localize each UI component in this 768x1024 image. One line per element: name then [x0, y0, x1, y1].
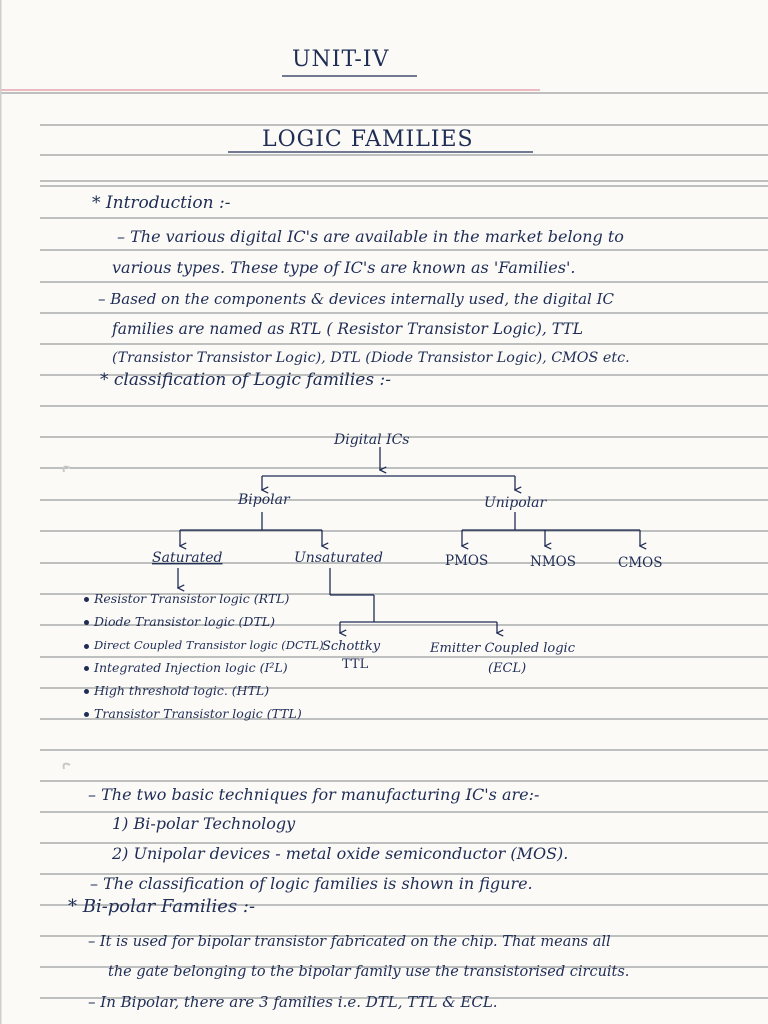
- bipolar-families-line3: – In Bipolar, there are 3 families i.e. DTL, TTL & ECL.: [88, 993, 498, 1011]
- bipolar-families-heading: * Bi-polar Families :-: [68, 896, 256, 917]
- node-unsaturated: Unsaturated: [294, 550, 383, 566]
- techniques-line4: – The classification of logic families is shown in figure.: [90, 874, 533, 893]
- intro-p2-line2: families are named as RTL ( Resistor Transistor Logic), TTL: [112, 320, 584, 338]
- node-ecl-line2: (ECL): [488, 661, 527, 676]
- node-schottky-line2: TTL: [342, 657, 369, 672]
- node-nmos: NMOS: [530, 554, 576, 570]
- techniques-line2: 1) Bi-polar Technology: [112, 814, 296, 833]
- unit-title: UNIT-IV: [292, 47, 390, 72]
- list-item: Transistor Transistor logic (TTL): [84, 704, 324, 726]
- list-item: Direct Coupled Transistor logic (DCTL): [84, 635, 324, 657]
- saturated-list: [84, 589, 324, 727]
- bipolar-families-line1: – It is used for bipolar transistor fabricated on the chip. That means all: [88, 934, 611, 950]
- node-unipolar: Unipolar: [484, 495, 547, 511]
- node-bipolar: Bipolar: [238, 492, 290, 508]
- node-schottky-line1: Schottky: [322, 639, 381, 654]
- list-item: Integrated Injection logic (I²L): [84, 658, 324, 680]
- main-title: LOGIC FAMILIES: [262, 127, 474, 152]
- techniques-line1: – The two basic techniques for manufacturing IC's are:-: [88, 785, 540, 804]
- node-saturated: Saturated: [152, 550, 223, 566]
- techniques-line3: 2) Unipolar devices - metal oxide semiconductor (MOS).: [112, 844, 569, 863]
- intro-p1-line2: various types. These type of IC's are known as 'Families'.: [112, 258, 576, 277]
- intro-heading: * Introduction :-: [92, 193, 231, 213]
- bipolar-families-line2: the gate belonging to the bipolar family use the transistorised circuits.: [108, 964, 630, 980]
- node-pmos: PMOS: [445, 553, 489, 569]
- node-ecl-line1: Emitter Coupled logic: [430, 641, 575, 656]
- list-item: Diode Transistor logic (DTL): [84, 612, 324, 634]
- intro-p2-line3: (Transistor Transistor Logic), DTL (Diode Transistor Logic), CMOS etc.: [112, 350, 630, 366]
- node-digital-ics: Digital ICs: [334, 432, 410, 448]
- intro-p2-line1: – Based on the components & devices internally used, the digital IC: [98, 290, 614, 308]
- list-item: High threshold logic. (HTL): [84, 681, 324, 703]
- node-cmos: CMOS: [618, 555, 663, 571]
- classification-heading: * classification of Logic families :-: [100, 370, 391, 390]
- intro-p1-line1: – The various digital IC's are available in the market belong to: [117, 227, 624, 246]
- list-item: Resistor Transistor logic (RTL): [84, 589, 324, 611]
